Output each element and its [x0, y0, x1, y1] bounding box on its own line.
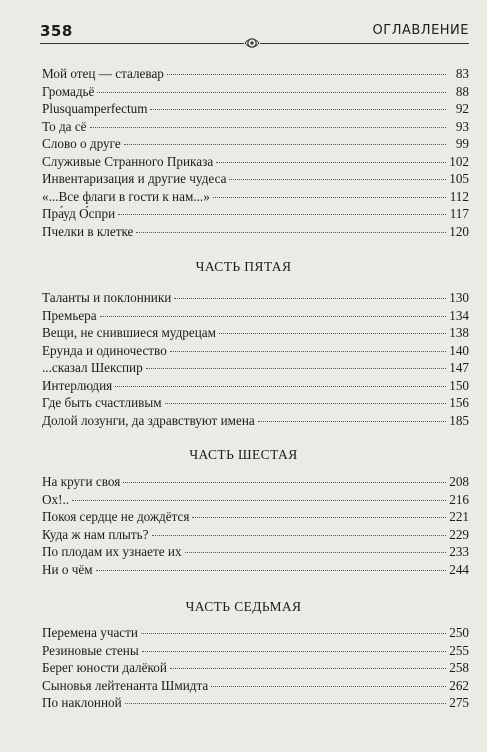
toc-entry-title: По наклонной — [42, 695, 122, 710]
toc-entry-title: Премьера — [42, 307, 97, 323]
toc-entry[interactable] — [42, 188, 469, 206]
toc-entry[interactable] — [42, 473, 469, 491]
dot-leader — [165, 403, 446, 404]
toc-entry-page: 185 — [449, 412, 469, 428]
toc-section-part-six — [42, 473, 469, 578]
dot-leader — [136, 232, 446, 233]
dot-leader — [167, 74, 446, 75]
toc-entry-page: 112 — [449, 188, 469, 204]
toc-entry-page: 258 — [449, 660, 469, 675]
toc-entry[interactable] — [42, 307, 469, 325]
toc-entry-title: Слово о друге — [42, 136, 121, 151]
page-number: 358 — [40, 22, 73, 40]
toc-entry[interactable] — [42, 118, 469, 136]
toc-entry-page: 250 — [449, 625, 469, 640]
toc-entry-title: То да сё — [42, 118, 87, 134]
toc-entry[interactable] — [42, 508, 469, 526]
toc-entry-title: Берег юности далёкой — [42, 660, 167, 675]
toc-section-part-seven — [42, 624, 469, 712]
toc-entry-title: Интерлюдия — [42, 377, 113, 393]
toc-entry[interactable] — [42, 561, 469, 579]
toc-entry[interactable] — [42, 677, 469, 695]
toc-entry-page: 229 — [449, 526, 469, 542]
toc-entry-title: Plusquamperfectum — [42, 101, 148, 116]
toc-entry[interactable] — [42, 624, 469, 642]
toc-entry-title: Куда ж нам плыть? — [42, 526, 149, 542]
toc-entry-title: Инвентаризация и другие чудеса — [42, 171, 227, 186]
dot-leader — [170, 668, 446, 669]
toc-entry-title: Громадьё — [42, 83, 95, 99]
part-heading: ЧАСТЬ ПЯТАЯ — [195, 259, 292, 274]
toc-entry-title: Ох!.. — [42, 491, 70, 507]
dot-leader — [123, 482, 446, 483]
dot-leader — [170, 351, 446, 352]
toc-entry[interactable] — [42, 526, 469, 544]
toc-entry-page: 130 — [449, 290, 469, 305]
toc-entry-title: Мой отец — сталевар — [42, 66, 164, 81]
toc-entry-page: 93 — [455, 118, 469, 134]
dot-leader — [96, 570, 446, 571]
toc-entry-title: Вещи, не снившиеся мудрецам — [42, 325, 216, 340]
toc-entry-title: «...Все флаги в гости к нам...» — [42, 188, 210, 204]
part-heading: ЧАСТЬ СЕДЬМАЯ — [185, 599, 302, 614]
toc-entry-title: Где быть счастливым — [42, 395, 162, 410]
toc-entry-page: 150 — [449, 377, 469, 393]
toc-entry[interactable] — [42, 394, 469, 412]
dot-leader — [100, 316, 446, 317]
toc-entry[interactable] — [42, 100, 469, 118]
dot-leader — [72, 500, 446, 501]
dot-leader — [142, 651, 446, 652]
dot-leader — [229, 179, 446, 180]
dot-leader — [185, 552, 446, 553]
toc-entry-page: 156 — [449, 395, 469, 410]
toc-entry-title: Сыновья лейтенанта Шмидта — [42, 677, 209, 693]
ornament-icon — [244, 36, 260, 50]
toc-entry-page: 262 — [449, 677, 469, 693]
toc-entry-title: Ни о чём — [42, 561, 93, 577]
toc-entry[interactable] — [42, 359, 469, 377]
toc-entry[interactable] — [42, 543, 469, 561]
toc-entry[interactable] — [42, 83, 469, 101]
dot-leader — [216, 162, 446, 163]
toc-entry[interactable] — [42, 642, 469, 660]
toc-entry[interactable] — [42, 289, 469, 307]
toc-entry-page: 275 — [449, 695, 469, 710]
toc-entry[interactable] — [42, 412, 469, 430]
toc-entry-page: 216 — [449, 491, 469, 507]
toc-entry[interactable] — [42, 694, 469, 712]
toc-entry-page: 233 — [449, 544, 469, 559]
toc-entry-title: Покоя сердце не дождётся — [42, 509, 190, 524]
toc-entry[interactable] — [42, 324, 469, 342]
dot-leader — [118, 214, 446, 215]
toc-entry-title: Пра́уд О́спри — [42, 206, 116, 221]
toc-entry-title: Ерунда и одиночество — [42, 342, 167, 358]
toc-entry[interactable] — [42, 205, 469, 223]
toc-entry[interactable] — [42, 377, 469, 395]
toc-section-continued — [42, 65, 469, 240]
dot-leader — [192, 517, 446, 518]
toc-entry-page: 255 — [449, 642, 469, 658]
toc-entry-page: 140 — [449, 342, 469, 358]
part-heading: ЧАСТЬ ШЕСТАЯ — [189, 447, 298, 462]
toc-entry[interactable] — [42, 135, 469, 153]
toc-entry-title: Резиновые стены — [42, 642, 139, 658]
toc-entry-page: 105 — [449, 171, 469, 186]
dot-leader — [150, 109, 446, 110]
dot-leader — [174, 298, 446, 299]
dot-leader — [213, 197, 446, 198]
toc-entry-page: 138 — [449, 325, 469, 340]
toc-entry-page: 99 — [455, 136, 469, 151]
toc-entry[interactable] — [42, 153, 469, 171]
toc-section-part-five — [42, 289, 469, 429]
dot-leader — [125, 703, 446, 704]
toc-entry-page: 134 — [449, 307, 469, 323]
toc-entry-page: 92 — [455, 101, 469, 116]
toc-entry-page: 88 — [455, 83, 469, 99]
dot-leader — [152, 535, 446, 536]
toc-entry-page: 117 — [449, 206, 469, 221]
toc-entry-page: 221 — [449, 509, 469, 524]
toc-entry[interactable] — [42, 170, 469, 188]
toc-entry-page: 244 — [449, 561, 469, 577]
toc-entry-title: Служивые Странного Приказа — [42, 153, 214, 169]
toc-entry[interactable] — [42, 342, 469, 360]
toc-entry[interactable] — [42, 223, 469, 241]
toc-entry-title: Таланты и поклонники — [42, 290, 172, 305]
toc-entry-title: По плодам их узнаете их — [42, 544, 182, 559]
toc-entry-page: 102 — [449, 153, 469, 169]
dot-leader — [258, 421, 446, 422]
toc-entry-title: ...сказал Шекспир — [42, 360, 143, 375]
dot-leader — [97, 92, 446, 93]
toc-entry-title: На круги своя — [42, 474, 121, 489]
toc-entry-title: Долой лозунги, да здравствуют имена — [42, 412, 255, 428]
dot-leader — [141, 633, 446, 634]
dot-leader — [124, 144, 446, 145]
dot-leader — [146, 368, 446, 369]
toc-entry-page: 208 — [449, 474, 469, 489]
dot-leader — [90, 127, 446, 128]
toc-entry-page: 120 — [449, 223, 469, 239]
toc-entry-title: Пчелки в клетке — [42, 223, 134, 239]
toc-entry[interactable] — [42, 659, 469, 677]
dot-leader — [219, 333, 446, 334]
dot-leader — [211, 686, 446, 687]
toc-entry[interactable] — [42, 65, 469, 83]
toc-entry-page: 147 — [449, 360, 469, 375]
dot-leader — [115, 386, 446, 387]
toc-entry-title: Перемена участи — [42, 625, 138, 640]
toc-entry[interactable] — [42, 491, 469, 509]
toc-entry-page: 83 — [455, 66, 469, 81]
running-title: ОГЛАВЛЕНИЕ — [372, 23, 469, 38]
